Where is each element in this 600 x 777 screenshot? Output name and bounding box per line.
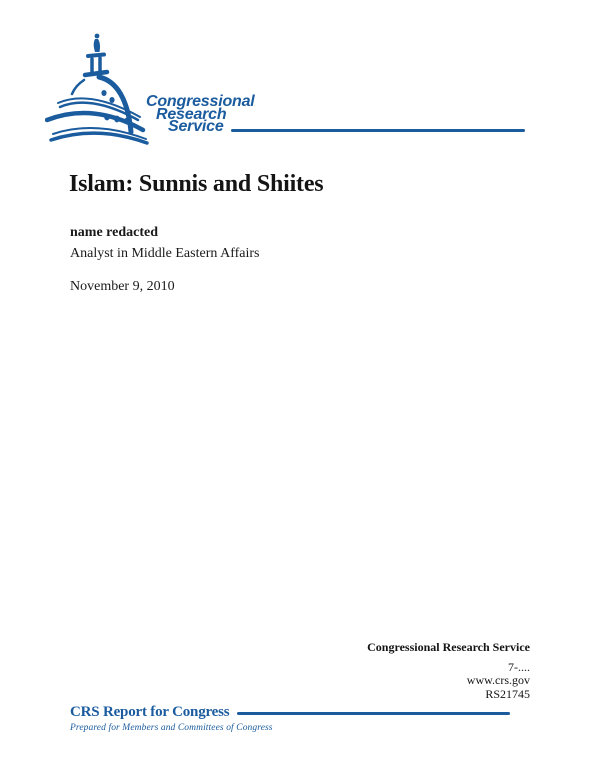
footer-rule-line [237, 712, 510, 715]
report-date: November 9, 2010 [70, 279, 175, 294]
capitol-dome-icon [45, 28, 157, 146]
logo-word-service: Service [168, 118, 224, 135]
author-block [70, 225, 260, 262]
footer-crs-subheading: Prepared for Members and Committees of Congress [70, 723, 273, 733]
footer-crs-heading: CRS Report for Congress [70, 704, 230, 720]
logo-word-research: Research [156, 105, 227, 123]
crs-logo-wordmark [146, 93, 525, 135]
author-role: Analyst in Middle Eastern Affairs [70, 246, 260, 261]
logo-rule-line [231, 129, 525, 132]
report-title: Islam: Sunnis and Shiites [69, 171, 324, 197]
footer-org-block [367, 641, 530, 701]
footer-crs-block [70, 704, 510, 733]
author-name: name redacted [70, 225, 158, 240]
footer-org-name: Congressional Research Service [367, 640, 530, 654]
footer-report-number: RS21745 [485, 686, 530, 701]
footer-phone: 7-.... [508, 659, 530, 674]
footer-website: www.crs.gov [466, 673, 530, 687]
logo-word-congressional: Congressional [146, 93, 255, 110]
